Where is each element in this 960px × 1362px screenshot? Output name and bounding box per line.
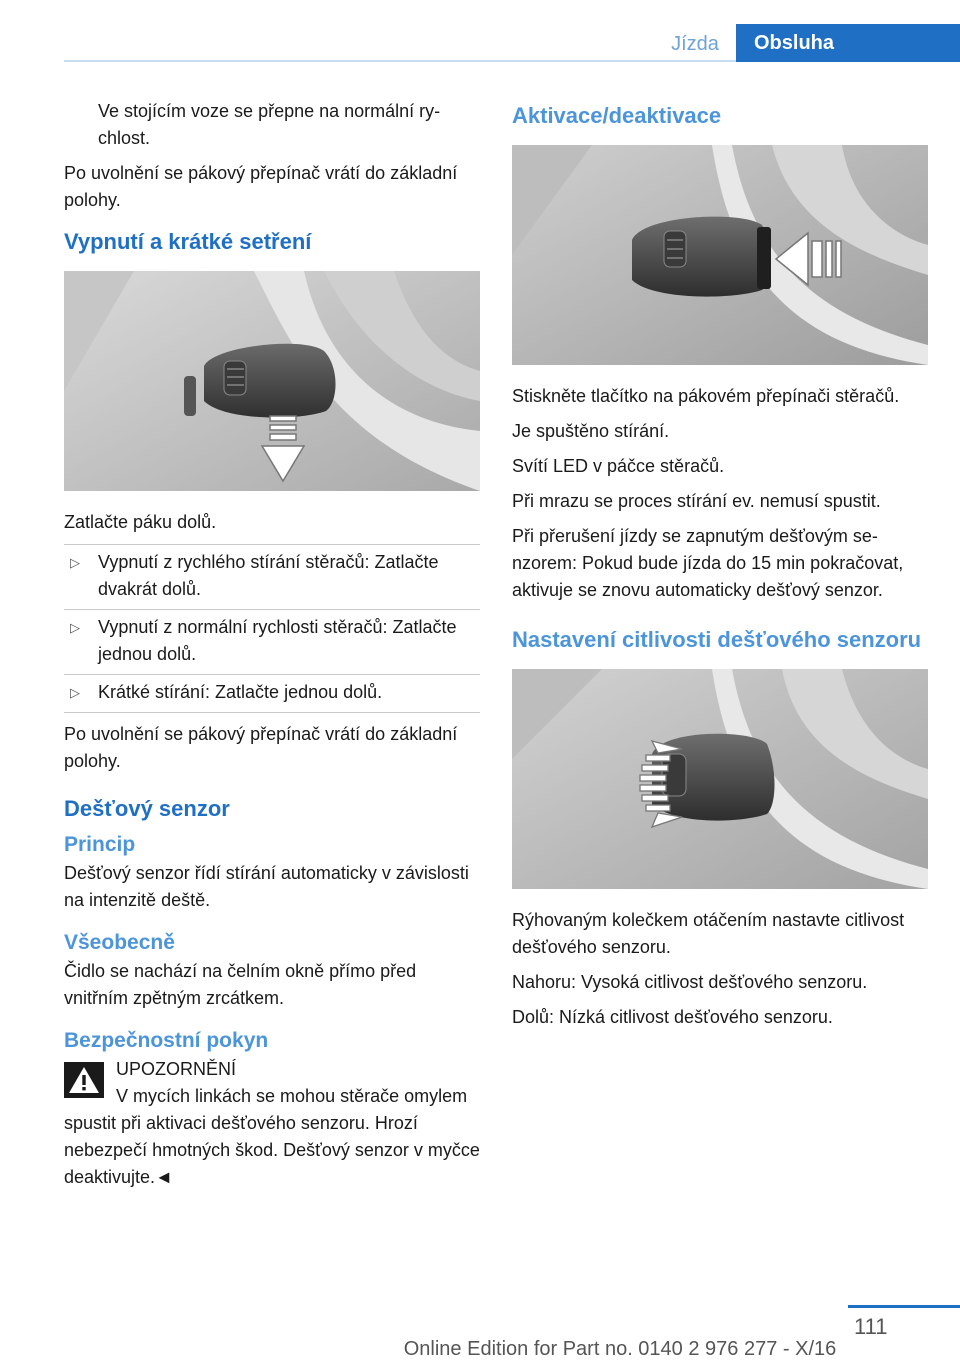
paragraph: Čidlo se nachází na čelním okně přímo před vnitřním zpětným zrcátkem. <box>64 961 417 1008</box>
warning-text: V mycích linkách se mohou stěrače omylem spustit při aktivaci dešťového senzoru. Hrozí nebezpečí hmotných škod. Dešťový senzor v myčce deaktivujte.◄ <box>64 1086 480 1187</box>
sensitivity-wheel-illustration <box>512 669 928 889</box>
paragraph: Stiskněte tlačítko na pákovém přepínači stěračů. <box>512 386 900 406</box>
left-column <box>64 98 480 1199</box>
heading-princip: Princip <box>64 833 136 856</box>
heading-citlivost: Nastavení citlivosti dešťového senzoru <box>512 627 922 652</box>
paragraph: Při mrazu se proces stírání ev. nemusí spustit. <box>512 491 881 511</box>
triangle-bullet-icon: ▷ <box>70 620 80 635</box>
paragraph: Je spuštěno stírání. <box>512 421 670 441</box>
paragraph: Dolů: Nízká citlivost dešťového senzoru. <box>512 1007 833 1027</box>
heading-destovy-senzor: Dešťový senzor <box>64 796 230 821</box>
paragraph: Zatlačte páku dolů. <box>64 512 217 532</box>
warning-box <box>64 1056 480 1083</box>
heading-vseobecne: Všeobecně <box>64 931 175 954</box>
page-number: 111 <box>854 1314 888 1339</box>
paragraph: Rýhovaným kolečkem otáčením nastavte citlivost dešťového senzoru. <box>512 910 905 957</box>
tab-section-obsluha[interactable]: Obsluha <box>736 24 960 62</box>
list-item: ▷ Krátké stírání: Zatlačte jednou dolů. <box>64 675 480 713</box>
wiper-button-press-illustration <box>512 145 928 365</box>
heading-aktivace: Aktivace/deaktivace <box>512 103 722 128</box>
heading-bezpecnostni-pokyn: Bezpečnostní pokyn <box>64 1029 269 1052</box>
paragraph: Dešťový senzor řídí stírání automaticky v závislosti na intenzitě deště. <box>64 863 469 910</box>
paragraph: Po uvolnění se pákový přepínač vrátí do základní polohy. <box>64 724 458 771</box>
edition-note: Online Edition for Part no. 0140 2 976 277 - X/16 <box>403 1338 837 1360</box>
bullet-list <box>64 544 480 713</box>
paragraph: Svítí LED v páčce stěračů. <box>512 456 725 476</box>
paragraph: Ve stojícím voze se přepne na normální rychlost. <box>98 101 441 148</box>
tab-section-jizda[interactable]: Jízda <box>671 33 719 55</box>
triangle-bullet-icon: ▷ <box>70 685 80 700</box>
wiper-lever-down-illustration <box>64 271 480 491</box>
list-item: ▷ Vypnutí z rychlého stírání stěračů: Zatlačte dvakrát dolů. <box>64 545 480 610</box>
right-column <box>512 98 928 1039</box>
paragraph: Při přerušení jízdy se zapnutým dešťovým senzorem: Pokud bude jízda do 15 min pokračovat, aktivuje se znovu automaticky dešťový senzor. <box>512 526 904 600</box>
triangle-bullet-icon: ▷ <box>70 555 80 570</box>
paragraph: Po uvolnění se pákový přepínač vrátí do základní polohy. <box>64 163 458 210</box>
footer-rule <box>848 1305 960 1308</box>
warning-title: UPOZORNĚNÍ <box>116 1059 237 1079</box>
heading-vypnuti: Vypnutí a krátké setření <box>64 229 312 254</box>
list-item: ▷ Vypnutí z normální rychlosti stěračů: Zatlačte jednou dolů. <box>64 610 480 675</box>
warning-icon <box>64 1062 104 1098</box>
paragraph: Nahoru: Vysoká citlivost dešťového senzoru. <box>512 972 868 992</box>
